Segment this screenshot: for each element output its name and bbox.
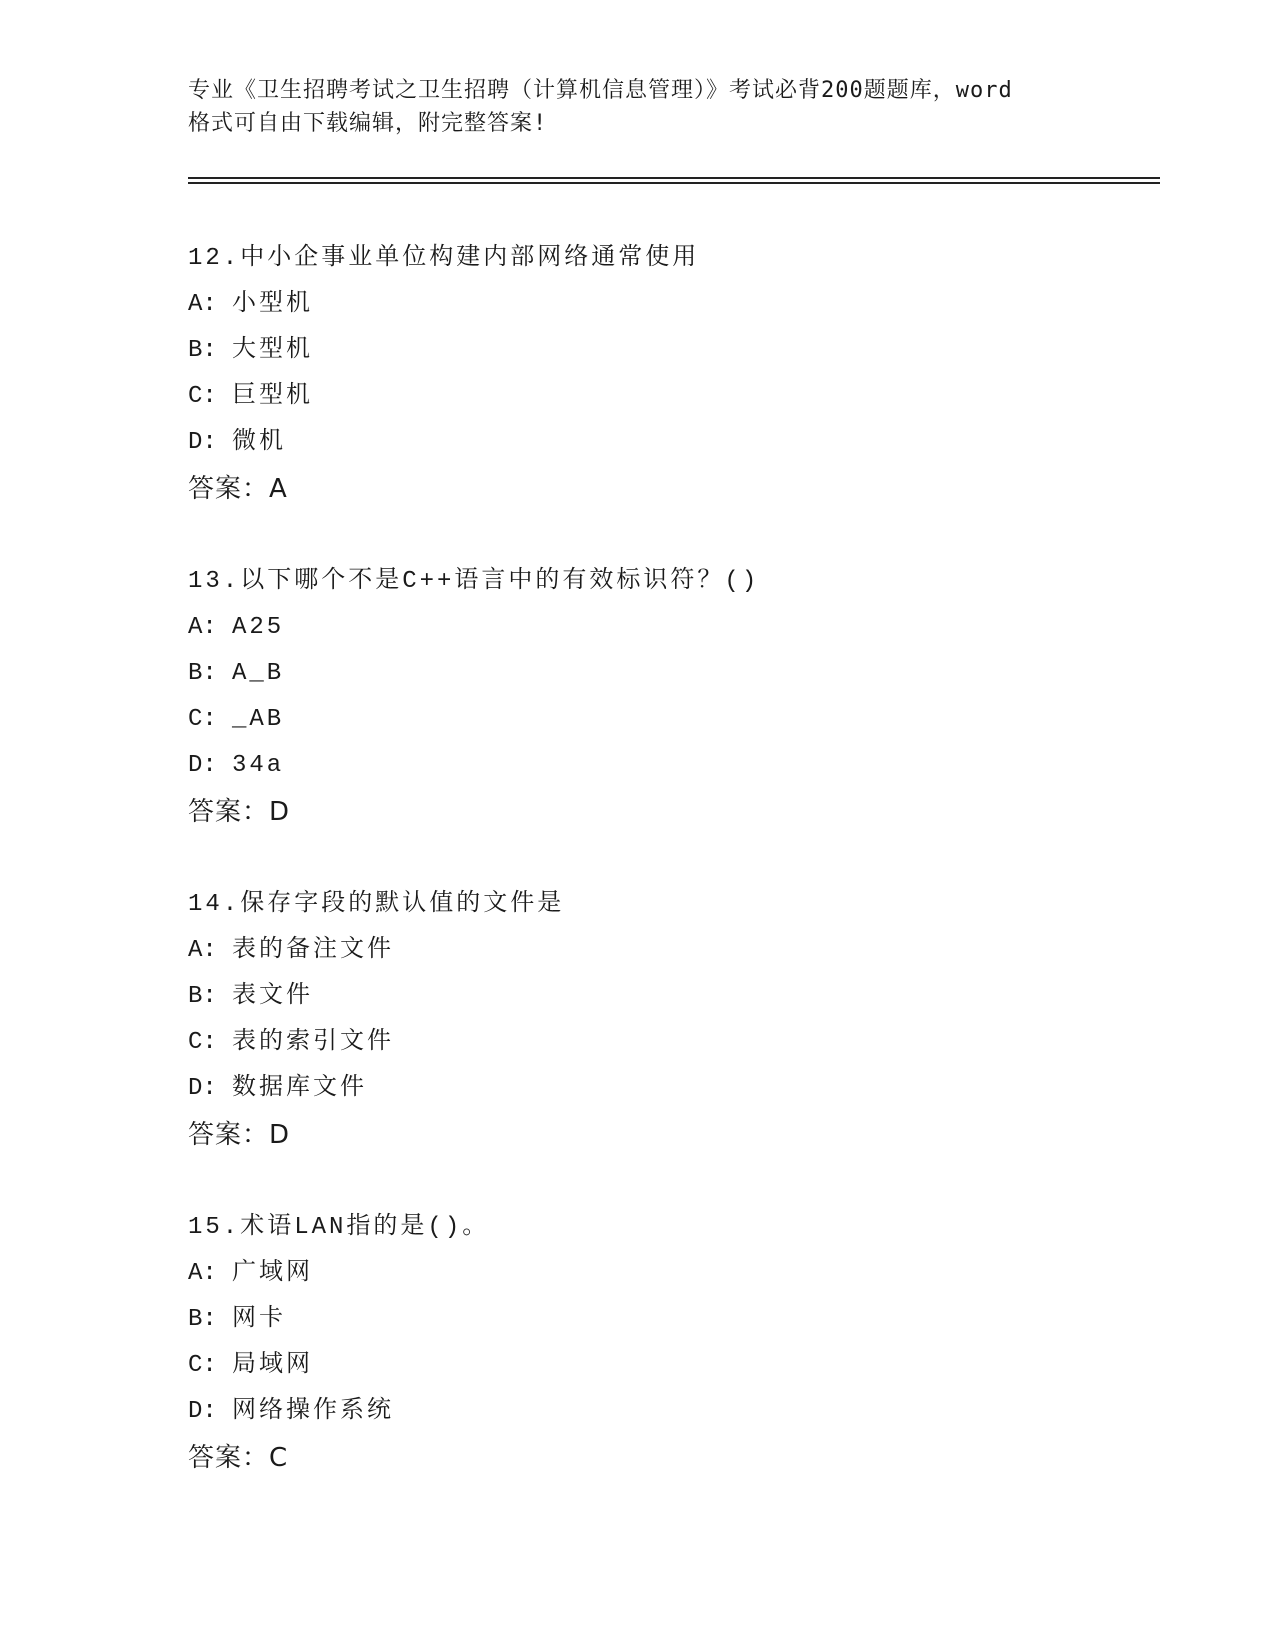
- question-stem: 13.以下哪个不是C++语言中的有效标识符？(): [188, 568, 760, 595]
- option-c: [188, 1343, 1138, 1389]
- option-text: 数据库文件: [232, 1075, 367, 1102]
- option-letter: B:: [188, 1306, 217, 1333]
- option-c: [188, 1020, 1138, 1066]
- question-stem: 15.术语LAN指的是()。: [188, 1214, 490, 1241]
- question-13: [188, 559, 1138, 835]
- option-text: 小型机: [232, 291, 313, 318]
- option-text: A_B: [232, 660, 285, 687]
- option-a: [188, 928, 1138, 974]
- header-divider-bottom: [188, 182, 1160, 184]
- option-letter: C:: [188, 383, 217, 410]
- answer-line: 答案：D: [188, 1120, 291, 1150]
- option-text: 34a: [232, 752, 285, 779]
- option-letter: C:: [188, 1029, 217, 1056]
- option-letter: B:: [188, 983, 217, 1010]
- document-header: [188, 74, 1088, 140]
- header-line-1: 专业《卫生招聘考试之卫生招聘（计算机信息管理）》考试必背200题题库，word: [188, 78, 1013, 103]
- option-text: 微机: [232, 429, 286, 456]
- option-text: 局域网: [232, 1352, 313, 1379]
- option-letter: C:: [188, 1352, 217, 1379]
- header-divider-top: [188, 177, 1160, 179]
- question-stem: 12.中小企事业单位构建内部网络通常使用: [188, 245, 700, 272]
- option-text: 网卡: [232, 1306, 286, 1333]
- option-a: [188, 1251, 1138, 1297]
- question-12: [188, 236, 1138, 512]
- answer-line: 答案：D: [188, 797, 291, 827]
- option-c: [188, 697, 1138, 743]
- option-letter: A:: [188, 937, 217, 964]
- option-letter: C:: [188, 706, 217, 733]
- option-text: 网络操作系统: [232, 1398, 394, 1425]
- question-15: [188, 1205, 1138, 1481]
- answer-line: 答案：C: [188, 1443, 289, 1473]
- option-letter: A:: [188, 291, 217, 318]
- option-b: [188, 1297, 1138, 1343]
- option-a: [188, 282, 1138, 328]
- option-letter: D:: [188, 429, 217, 456]
- option-d: [188, 1389, 1138, 1435]
- option-letter: B:: [188, 337, 217, 364]
- option-letter: A:: [188, 614, 217, 641]
- option-letter: D:: [188, 1398, 217, 1425]
- option-text: 广域网: [232, 1260, 313, 1287]
- option-c: [188, 374, 1138, 420]
- option-text: 巨型机: [232, 383, 313, 410]
- option-letter: D:: [188, 1075, 217, 1102]
- option-d: [188, 420, 1138, 466]
- option-b: [188, 651, 1138, 697]
- option-b: [188, 974, 1138, 1020]
- question-stem: 14.保存字段的默认值的文件是: [188, 891, 565, 918]
- option-text: 表的索引文件: [232, 1029, 394, 1056]
- option-d: [188, 743, 1138, 789]
- option-letter: A:: [188, 1260, 217, 1287]
- option-text: A25: [232, 614, 285, 641]
- question-14: [188, 882, 1138, 1158]
- option-a: [188, 605, 1138, 651]
- option-text: 表的备注文件: [232, 937, 394, 964]
- header-line-2: 格式可自由下载编辑，附完整答案!: [188, 111, 548, 136]
- option-text: 表文件: [232, 983, 313, 1010]
- option-letter: B:: [188, 660, 217, 687]
- option-letter: D:: [188, 752, 217, 779]
- option-b: [188, 328, 1138, 374]
- question-list: [188, 236, 1138, 1528]
- option-text: 大型机: [232, 337, 313, 364]
- answer-line: 答案：A: [188, 474, 288, 504]
- option-text: _AB: [232, 706, 285, 733]
- option-d: [188, 1066, 1138, 1112]
